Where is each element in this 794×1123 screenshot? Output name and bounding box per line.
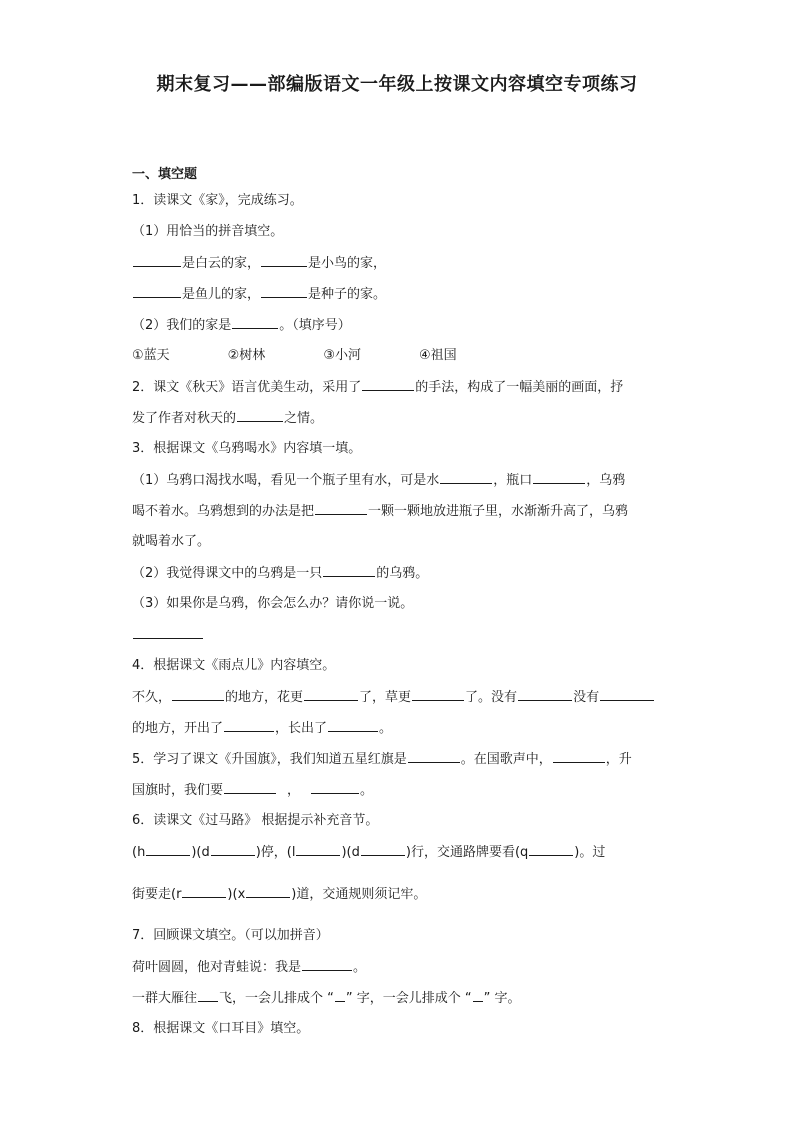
answer-blank[interactable] <box>304 685 358 701</box>
text-segment: )行，交通路牌要看(q <box>405 845 529 860</box>
text-segment: 国旗时，我们要 <box>132 783 224 798</box>
text-segment: （2）我觉得课文中的乌鸦是一只 <box>132 566 323 581</box>
q1-line1 <box>132 251 672 282</box>
text-segment: （1）乌鸦口渴找水喝，看见一个瓶子里有水，可是水 <box>132 473 440 488</box>
answer-blank[interactable] <box>133 623 203 639</box>
answer-blank[interactable] <box>412 685 464 701</box>
q3-answer-line <box>132 623 672 654</box>
text-segment: 喝不着水。乌鸦想到的办法是把 <box>132 504 315 519</box>
q4-line2 <box>132 716 672 747</box>
answer-blank[interactable] <box>261 282 307 298</box>
answer-blank[interactable] <box>600 685 654 701</box>
answer-blank[interactable] <box>246 882 290 898</box>
option-item: ①蓝天 <box>132 348 170 363</box>
text-segment: 。（填序号） <box>279 318 351 333</box>
q2-line2 <box>132 406 672 437</box>
page-title: 期末复习——部编版语文一年级上按课文内容填空专项练习 <box>156 74 638 95</box>
answer-blank[interactable] <box>261 251 307 267</box>
answer-blank[interactable] <box>224 778 276 794</box>
answer-blank[interactable] <box>529 840 573 856</box>
answer-blank[interactable] <box>133 251 181 267</box>
text-segment: 不久， <box>132 690 172 705</box>
text-segment: 。 <box>353 960 367 975</box>
text-segment: ，升 <box>605 752 632 767</box>
answer-blank[interactable] <box>302 955 352 971</box>
answer-blank[interactable] <box>440 468 492 484</box>
answer-blank[interactable] <box>224 716 274 732</box>
q5-line2 <box>132 778 672 809</box>
q1-sub2 <box>132 313 672 344</box>
text-segment: ， <box>287 783 301 798</box>
text-segment: )停，(l <box>255 845 296 860</box>
answer-blank[interactable] <box>146 840 190 856</box>
text-segment: 了，草更 <box>359 690 412 705</box>
text-segment: )(d <box>341 845 360 860</box>
answer-blank[interactable] <box>473 986 483 1002</box>
q1-line2 <box>132 282 672 313</box>
worksheet-content <box>132 163 672 1048</box>
answer-blank[interactable] <box>362 375 414 391</box>
text-segment: 是鱼儿的家， <box>182 287 261 302</box>
answer-blank[interactable] <box>533 468 585 484</box>
text-segment: 了。没有 <box>465 690 518 705</box>
answer-blank[interactable] <box>133 282 181 298</box>
q2-line1 <box>132 375 672 406</box>
text-segment: 一颗一颗地放进瓶子里，水渐渐升高了，乌鸦 <box>368 504 629 519</box>
text-segment: 的乌鸦。 <box>376 566 429 581</box>
answer-blank[interactable] <box>315 499 367 515</box>
q4-stem: 4．根据课文《雨点儿》内容填空。 <box>132 658 336 673</box>
answer-blank[interactable] <box>198 986 218 1002</box>
text-segment: 。 <box>360 783 374 798</box>
text-segment: 2．课文《秋天》语言优美生动，采用了 <box>132 380 362 395</box>
option-item: ④祖国 <box>418 348 457 363</box>
q3-stem: 3．根据课文《乌鸦喝水》内容填一填。 <box>132 441 362 456</box>
text-segment: 。 <box>379 721 393 736</box>
q8-stem: 8．根据课文《口耳目》填空。 <box>132 1021 310 1036</box>
text-segment: )(d <box>191 845 210 860</box>
answer-blank[interactable] <box>408 747 460 763</box>
text-segment: 一群大雁往 <box>132 991 198 1006</box>
text-segment: 荷叶圆圆，他对青蛙说：我是 <box>132 960 302 975</box>
text-segment: ，长出了 <box>275 721 328 736</box>
text-segment: ” 字。 <box>483 991 521 1006</box>
answer-blank[interactable] <box>335 986 345 1002</box>
text-segment: 的地方，开出了 <box>132 721 224 736</box>
answer-blank[interactable] <box>323 561 375 577</box>
q3-sub1-line2 <box>132 499 672 530</box>
q7-line2 <box>132 986 672 1017</box>
text-segment: 是小鸟的家， <box>308 256 387 271</box>
answer-blank[interactable] <box>361 840 405 856</box>
q4-line1 <box>132 685 672 716</box>
answer-blank[interactable] <box>211 840 255 856</box>
answer-blank[interactable] <box>182 882 226 898</box>
q3-sub1-line1 <box>132 468 672 499</box>
answer-blank[interactable] <box>296 840 340 856</box>
option-item: ③小河 <box>323 348 361 363</box>
q6-line2 <box>132 882 672 924</box>
text-segment: )(x <box>227 887 246 902</box>
q1-sub1: （1）用恰当的拼音填空。 <box>132 224 284 239</box>
q1-stem: 1．读课文《家》，完成练习。 <box>132 193 303 208</box>
text-segment: 没有 <box>573 690 600 705</box>
text-segment: 的手法，构成了一幅美丽的画面，抒 <box>415 380 624 395</box>
text-segment: ，瓶口 <box>493 473 533 488</box>
q6-line1 <box>132 840 672 882</box>
text-segment: ，乌鸦 <box>586 473 626 488</box>
text-segment: (h <box>132 845 146 860</box>
text-segment: 是白云的家， <box>182 256 261 271</box>
answer-blank[interactable] <box>328 716 378 732</box>
text-segment: （2）我们的家是 <box>132 318 232 333</box>
answer-blank[interactable] <box>311 778 359 794</box>
answer-blank[interactable] <box>518 685 572 701</box>
answer-blank[interactable] <box>232 313 278 329</box>
answer-blank[interactable] <box>172 685 224 701</box>
text-segment: 5．学习了课文《升国旗》，我们知道五星红旗是 <box>132 752 407 767</box>
q6-stem: 6．读课文《过马路》 根据提示补充音节。 <box>132 813 379 828</box>
text-segment: 发了作者对秋天的 <box>132 411 237 426</box>
q1-options <box>132 344 672 375</box>
q3-sub3: （3）如果你是乌鸦，你会怎么办？请你说一说。 <box>132 596 414 611</box>
text-segment: )。过 <box>574 845 606 860</box>
section-heading: 一、填空题 <box>132 167 198 182</box>
q7-stem: 7．回顾课文填空。（可以加拼音） <box>132 928 329 943</box>
q7-line1 <box>132 955 672 986</box>
q3-sub2 <box>132 561 672 592</box>
text-segment: 是种子的家。 <box>308 287 387 302</box>
text-segment: 的地方，花更 <box>225 690 304 705</box>
text-segment: 街要走(r <box>132 887 182 902</box>
text-segment: )道，交通规则须记牢。 <box>291 887 427 902</box>
text-segment: 之情。 <box>284 411 324 426</box>
answer-blank[interactable] <box>553 747 605 763</box>
text-segment: 飞，一会儿排成个 “ <box>219 991 334 1006</box>
option-item: ②树林 <box>227 348 266 363</box>
q5-line1 <box>132 747 672 778</box>
text-segment: ” 字，一会儿排成个 “ <box>345 991 472 1006</box>
q3-sub1-line3: 就喝着水了。 <box>132 534 211 549</box>
answer-blank[interactable] <box>237 406 283 422</box>
text-segment: 。在国歌声中， <box>460 752 552 767</box>
